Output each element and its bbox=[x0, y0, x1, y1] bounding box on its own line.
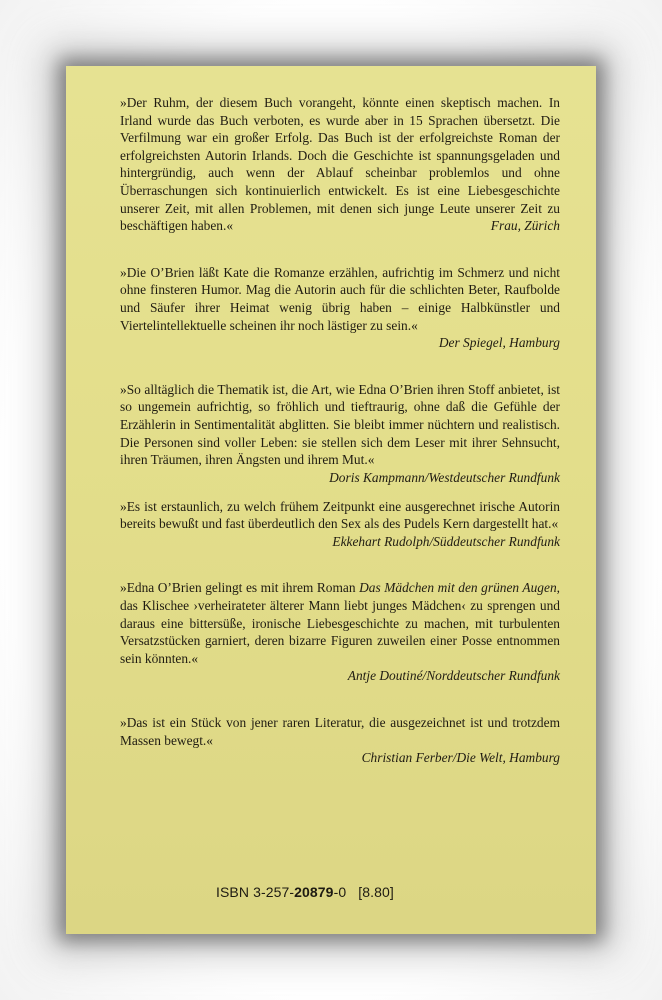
review-source: Frau, Zürich bbox=[490, 218, 560, 234]
review-sueddeutscher-rundfunk bbox=[120, 498, 560, 551]
review-text: »Die O’Brien läßt Kate die Romanze erzählen, aufrichtig im Schmerz und nicht ohne finsteren Humor. Mag die Autorin auch für die schlichten Beter, Raufbolde und Säufer ihrer Heimat wenig übrig haben – einige Halbkünstler und Viertelintellektuelle scheinen ihr noch lästiger zu sein.« bbox=[120, 264, 560, 333]
review-der-spiegel bbox=[120, 264, 560, 352]
review-frau-zuerich bbox=[120, 94, 560, 235]
review-source: Antje Doutiné/Norddeutscher Rundfunk bbox=[347, 668, 560, 684]
review-list bbox=[120, 94, 560, 796]
review-die-welt bbox=[120, 714, 560, 767]
review-norddeutscher-rundfunk bbox=[120, 579, 560, 685]
book-title: Das Mädchen mit den grünen Augen bbox=[359, 580, 557, 596]
book-back-cover bbox=[66, 66, 596, 934]
isbn-bold-part: 20879 bbox=[294, 884, 334, 900]
review-source: Christian Ferber/Die Welt, Hamburg bbox=[361, 750, 560, 766]
review-source: Doris Kampmann/Westdeutscher Rundfunk bbox=[329, 469, 560, 485]
review-text-before: »Edna O’Brien gelingt es mit ihrem Roman bbox=[120, 580, 360, 596]
review-text: »Der Ruhm, der diesem Buch vorangeht, könnte einen skeptisch machen. In Irland wurde das Buch verboten, es wurde aber in 15 Sprachen übersetzt. Die Verfilmung war ein großer Erfolg. Das Buch ist der erfolgreichste Roman der erfolgreichsten Autorin Irlands. Doch die Geschichte ist spannungsgeladen und hintergründig, auch wenn der Ablauf scheinbar problemlos und ohne Überraschungen sich kontinuierlich entwickelt. Es ist eine Liebesgeschichte unserer Zeit, mit allen Problemen, mit denen sich junge Leute unserer Zeit zu beschäftigen haben.« bbox=[120, 95, 560, 234]
review-text: »So alltäglich die Thematik ist, die Art, wie Edna O’Brien ihren Stoff anbietet, ist so ungemein aufrichtig, so fröhlich und tieftraurig, ohne daß die Gefühle der Erzählerin in Sentimentalität abglitten. Sie bleibt immer nüchtern und realistisch. Die Personen sind voller Leben: sie stellen sich dem Leser mit ihrer Sehnsucht, ihren Träumen, ihren Ängsten und ihrem Mut.« bbox=[120, 381, 560, 468]
price: [8.80] bbox=[358, 884, 394, 900]
review-source: Ekkehart Rudolph/Süddeutscher Rundfunk bbox=[332, 533, 560, 549]
review-source: Der Spiegel, Hamburg bbox=[438, 335, 560, 351]
review-text: »Es ist erstaunlich, zu welch frühem Zeitpunkt eine ausgerechnet irische Autorin bereits bewußt und fast überdeutlich den Sex als des Pudels Kern dargestellt hat.« bbox=[120, 498, 560, 532]
review-text: »Das ist ein Stück von jener raren Literatur, die ausgezeichnet ist und trotzdem Massen bewegt.« bbox=[120, 715, 560, 748]
isbn-suffix: -0 bbox=[333, 884, 347, 900]
review-text-after: , das Klischee ›verheirateter älterer Mann liebt junges Mädchen‹ zu sprengen und daraus eine bittersüße, ironische Liebesgeschichte zu machen, mit turbulenten Versatzstücken garniert, deren bizarre Figuren zuweilen einer Posse entnommen sein könnten.« bbox=[120, 580, 560, 666]
isbn-line bbox=[216, 884, 516, 900]
review-westdeutscher-rundfunk bbox=[120, 381, 560, 485]
isbn-prefix: ISBN 3-257- bbox=[216, 884, 295, 900]
